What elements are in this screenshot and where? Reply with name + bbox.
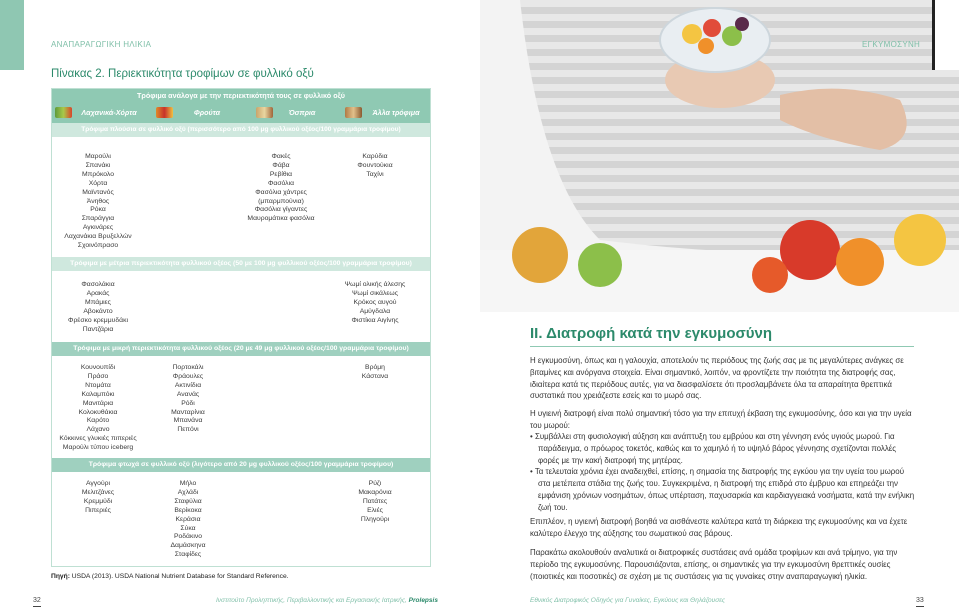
section-title: ΙΙ. Διατροφή κατά την εγκυμοσύνη [530, 325, 772, 342]
source-text: USDA (2013). USDA National Nutrient Database for Standard Reference. [69, 573, 289, 580]
section-poor-fruits: Μήλο Αχλάδι Σταφύλια Βερίκοκα Κεράσια Σύκα Ροδάκινο Δαμάσκηνα Σταφίδες [170, 480, 206, 559]
importance-paragraph: Η υγιεινή διατροφή είναι πολύ σημαντική τόσο για την επιτυχή έκβαση της εγκυμοσύνης, όσο και για την υγεία του μωρού: [530, 409, 912, 430]
chapter-tab [0, 0, 24, 70]
legumes-image [256, 107, 273, 118]
section-moderate-other: Ψωμί ολικής άλεσης Ψωμί σικάλεως Κρόκος αυγού Αμύγδαλα Φιστίκια Αιγίνης [344, 281, 406, 324]
section-moderate-title: Τρόφιμα με μέτρια περιεκτικότητα φυλλικού οξέος (50 με 100 μg φυλλικού οξέος/100 γραμμάρια τροφίμου) [52, 257, 430, 271]
section-poor-vegetables: Αγγούρι Μελιτζάνες Κρεμμύδι Πιπεριές [81, 480, 115, 514]
closing-paragraph-2: Παρακάτω ακολουθούν αναλυτικά οι διατροφικές συστάσεις ανά ομάδα τροφίμων και ανά τρίμηνο, για την περίοδο της εγκυμοσύνης. Παρουσιάζονται, επίσης, οι σημαντικές για την εγκυμοσύνη θρεπτικές ουσίες (ποιοτικές και ποσοτικές) σε σχέση με τις συστάσεις για τις γυναίκες στην αναπαραγωγική ηλικία. [530, 548, 898, 581]
source-label: Πηγή: [51, 573, 70, 580]
running-head-right: ΕΓΚΥΜΟΣΥΝΗ [862, 40, 921, 49]
footer-left-brand: Prolepsis [408, 597, 438, 604]
category-vegetables: Λαχανικά-Χόρτα [81, 108, 137, 117]
section-low-title: Τρόφιμα με μικρή περιεκτικότητα φυλλικού οξέος (20 με 49 μg φυλλικού οξέος/100 γραμμάρια τροφίμου) [52, 342, 430, 356]
table-header-band: Τρόφιμα ανάλογα με την περιεκτικότητά τους σε φυλλικό οξύ [52, 89, 430, 103]
running-head-left: ΑΝΑΠΑΡΑΓΩΓΙΚΗ ΗΛΙΚΙΑ [51, 40, 152, 49]
table-title: Πίνακας 2. Περιεκτικότητα τροφίμων σε φυλλικό οξύ [51, 68, 314, 80]
category-header-row [52, 103, 430, 123]
footer-right: Εθνικός Διατροφικός Οδηγός για Γυναίκες, Εγκύους και Θηλάζουσες [530, 597, 726, 604]
footer-left [216, 597, 438, 604]
closing-paragraph-1: Επιπλέον, η υγιεινή διατροφή βοηθά να αισθάνεστε καλύτερα κατά τη διάρκεια της εγκυμοσύνης και να έχετε καλύτερο έλεγχο της αύξησης του σωματικού σας βάρους. [530, 517, 908, 538]
fruits-image [156, 107, 173, 118]
table-source [51, 573, 289, 580]
intro-paragraph: Η εγκυμοσύνη, όπως και η γαλουχία, αποτελούν τις περιόδους της ζωής σας με τις μεγαλύτερες ανάγκες σε βιταμίνες και ανόργανα στοιχεία. Είναι σημαντικό, λοιπόν, να φροντίζετε την ποιότητα της διατροφής σας, ιδιαίτερα κατά τις περιόδους αυτές, για να διασφαλίσετε ότι προσλαμβάνετε όλα τα απαραίτητα θρεπτικά συστατικά που χρειάζεστε εσείς και το μωρό σας. [530, 356, 904, 401]
page-number-rule-left [33, 606, 41, 607]
bullet-list [530, 431, 918, 514]
section-title-rule [530, 346, 914, 347]
other-foods-image [345, 107, 362, 118]
category-legumes: Όσπρια [288, 108, 316, 117]
section-poor-other: Ρύζι Μακαρόνια Πατάτες Ελιές Πληγούρι [358, 480, 392, 523]
folate-table [51, 88, 431, 567]
category-other-foods: Άλλα τρόφιμα [372, 108, 420, 117]
section-low-vegetables: Κουνουπίδι Πράσο Ντομάτα Καλαμπόκι Μανιτάρια Κολοκυθάκια Καρότο Λάχανο Κόκκινες γλυκιές πιπεριές Μαρούλι τύπου iceberg [59, 364, 137, 452]
page-number-right: 33 [916, 597, 924, 604]
section-rich-other: Καρύδια Φουντούκια Ταχίνι [357, 153, 393, 178]
footer-left-text: Ινστιτούτο Προληπτικής, Περιβαλλοντικής και Εργασιακής Ιατρικής, [216, 597, 409, 604]
section-rich-legumes: Φακές Φάβα Ρεβίθια Φασόλια Φασόλια χάντρες (μπαρμπούνια) Φασόλια γίγαντες Μαυρομάτικα φασόλια [247, 153, 315, 223]
page-number-left: 32 [33, 597, 41, 604]
vegetables-image [55, 107, 72, 118]
bullet-item: • Τα τελευταία χρόνια έχει αναδειχθεί, επίσης, η σημασία της διατροφής της εγκύου για την υγεία του μωρού στα μετέπειτα στάδια της ζωής του. Συγκεκριμένα, η διατροφή της επιδρά στο έμβρυο και επηρεάζει την εμφάνιση χρόνιων νοσημάτων, όπως υπέρταση, παχυσαρκία και καρδιαγγειακά νοσήματα, κατά την ενήλικη ζωή του. [530, 467, 915, 512]
page-number-rule-right [916, 606, 924, 607]
section-low-other: Βρόμη Κάστανα [361, 364, 389, 380]
section-rich-vegetables: Μαρούλι Σπανάκι Μπρόκολο Χόρτα Μαϊντανός Άνηθος Ρόκα Σπαράγγια Αγκινάρες Λαχανάκια Βρυξελλών Σχοινόπρασο [64, 153, 132, 250]
section-rich-title: Τρόφιμα πλούσια σε φυλλικό οξύ (περισσότερο από 100 μg φυλλικού οξέος/100 γραμμάρια τροφίμου) [52, 123, 430, 137]
category-fruits: Φρούτα [193, 108, 221, 117]
section-moderate-vegetables: Φασολάκια Αρακάς Μπάμιες Αβοκάντο Φρέσκο κρεμμυδάκι Παντζάρια [68, 281, 128, 333]
section-low-fruits: Πορτοκάλι Φράουλες Ακτινίδια Ανανάς Ρόδι Μανταρίνια Μπανάνα Πεπόνι [171, 364, 205, 434]
bullet-item: • Συμβάλλει στη φυσιολογική αύξηση και ανάπτυξη του εμβρύου και στη γέννηση ενός υγιούς μωρού. Για παράδειγμα, ο πρόωρος τοκετός, καθώς και το χαμηλό ή το υψηλό βάρος γέννησης σχετίζονται πολλές φορές με την κακή διατροφή της μητέρας. [530, 432, 897, 465]
right-page [480, 0, 959, 609]
section-poor-title: Τρόφιμα φτωχά σε φυλλικό οξύ (λιγότερο από 20 μg φυλλικού οξέος/100 γραμμάρια τροφίμου) [52, 458, 430, 472]
chapter-tab-right [932, 0, 959, 70]
